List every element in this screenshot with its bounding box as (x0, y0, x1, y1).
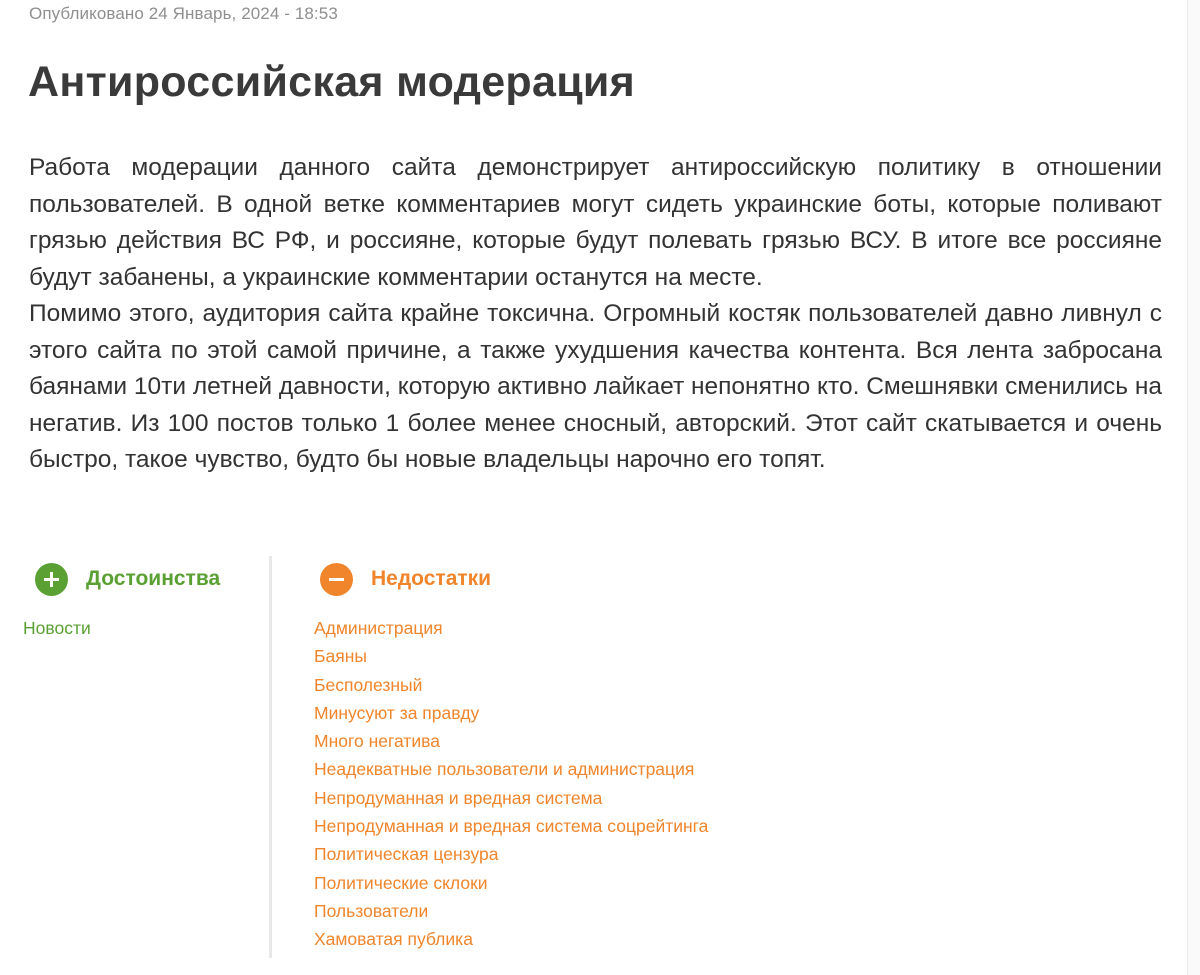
cons-item[interactable]: Минусуют за правду (314, 702, 480, 723)
cons-item[interactable]: Непродуманная и вредная система (314, 787, 603, 808)
cons-item[interactable]: Баяны (314, 646, 367, 667)
minus-circle-icon (320, 563, 353, 596)
pros-item[interactable]: Новости (23, 618, 91, 638)
pros-title: Достоинства (86, 567, 221, 590)
column-divider (269, 556, 272, 958)
pros-column (23, 556, 264, 642)
cons-header (320, 556, 914, 602)
page-title: Антироссийская модерация (28, 58, 636, 106)
cons-column (314, 556, 914, 954)
cons-item[interactable]: Неадекватные пользователи и администрация (314, 759, 695, 780)
cons-list (314, 614, 914, 954)
pros-cons-section (0, 556, 1200, 958)
cons-item[interactable]: Хамоватая публика (314, 929, 473, 950)
cons-item[interactable]: Политические склоки (314, 872, 488, 893)
cons-title: Недостатки (371, 567, 492, 590)
cons-item[interactable]: Администрация (314, 618, 443, 638)
cons-item[interactable]: Непродуманная и вредная система соцрейтинга (314, 816, 709, 837)
plus-circle-icon (35, 563, 68, 596)
post-paragraph: Работа модерации данного сайта демонстрирует антироссийскую политику в отношении пользователей. В одной ветке комментариев могут сидеть украинские боты, которые поливают грязью действия ВС РФ, и россияне, которые будут полевать грязью ВСУ. В итоге все россияне будут забанены, а украинские комментарии останутся на месте. (29, 154, 1162, 291)
cons-item[interactable]: Бесполезный (314, 674, 423, 695)
cons-item[interactable]: Много негатива (314, 731, 440, 752)
pros-list (23, 614, 264, 642)
cons-item[interactable]: Политическая цензура (314, 844, 499, 865)
post-paragraph: Помимо этого, аудитория сайта крайне токсична. Огромный костяк пользователей давно ливнул с этого сайта по этой самой причине, а также ухудшения качества контента. Вся лента забросана баянами 10ти летней давности, которую активно лайкает непонятно кто. Смешнявки сменились на негатив. Из 100 постов только 1 более менее сносный, авторский. Этот сайт скатывается и очень быстро, такое чувство, будто бы новые владельцы нарочно его топят. (29, 300, 1162, 473)
cons-item[interactable]: Пользователи (314, 900, 429, 921)
post-body (29, 150, 1162, 479)
pros-header (35, 556, 264, 602)
publish-date: Опубликовано 24 Январь, 2024 - 18:53 (29, 4, 338, 23)
